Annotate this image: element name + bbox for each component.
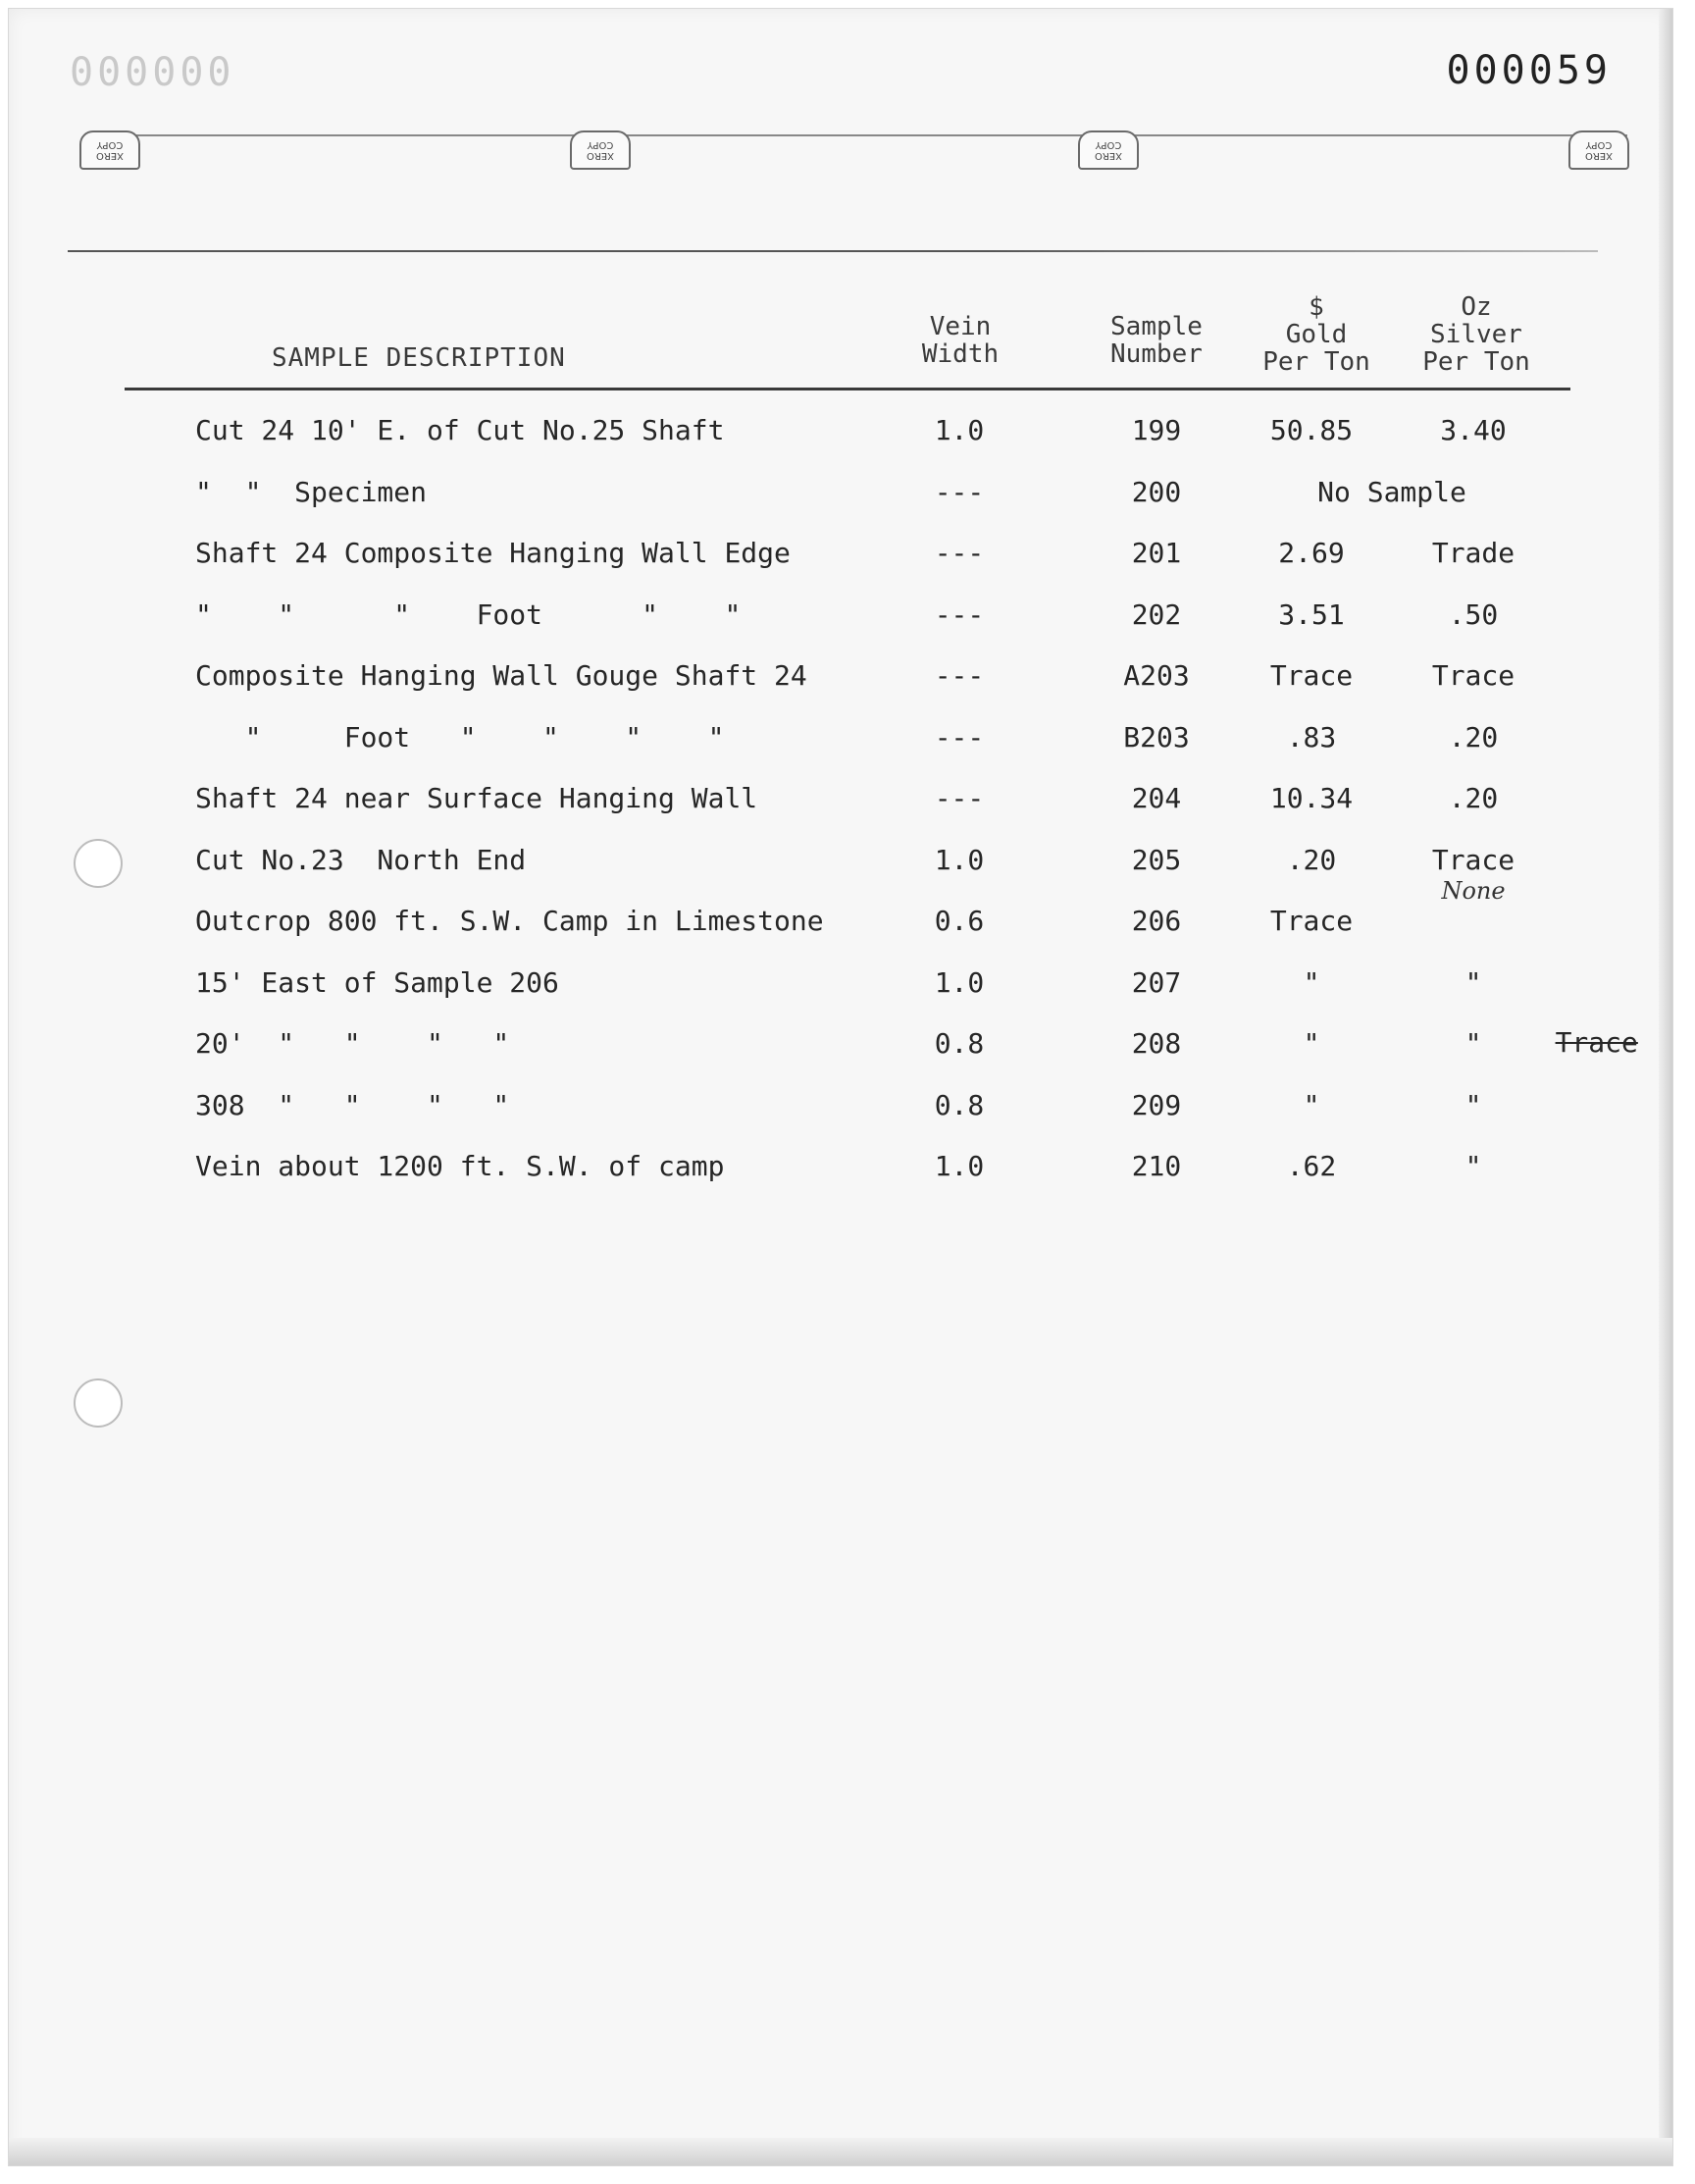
- header-description: SAMPLE DESCRIPTION: [272, 343, 566, 373]
- header-vein-line2: Width: [921, 339, 1000, 369]
- top-rule: [68, 250, 1598, 252]
- cell-sample-number: 199: [1131, 414, 1182, 446]
- cell-silver: Trace: [1431, 659, 1515, 692]
- cell-description: " Foot " " " ": [195, 720, 725, 754]
- page-edge-shadow-bottom: [9, 2138, 1672, 2165]
- cell-gold: 10.34: [1269, 782, 1354, 814]
- cell-sample-number: 209: [1131, 1088, 1182, 1121]
- xero-tab-line1: XERO: [1585, 150, 1613, 161]
- cell-gold: .83: [1286, 720, 1337, 754]
- xero-tab-line2: COPY: [587, 139, 614, 150]
- xero-copy-tab: [79, 130, 140, 170]
- cell-silver: .20: [1448, 720, 1499, 754]
- header-silver-unit: Oz: [1461, 292, 1492, 322]
- cell-silver: .20: [1448, 782, 1499, 814]
- cell-gold: ": [1303, 1088, 1320, 1121]
- cell-vein-width: 0.8: [934, 1088, 985, 1121]
- page-edge-shadow: [1659, 9, 1672, 2165]
- cell-silver: ": [1464, 1027, 1482, 1060]
- cell-description: Shaft 24 near Surface Hanging Wall: [195, 782, 758, 814]
- table-header: [125, 293, 1570, 390]
- cell-vein-width: ---: [934, 782, 985, 814]
- header-sample-number: [1070, 313, 1243, 368]
- table-row: [125, 585, 1570, 647]
- cell-vein-width: 0.6: [934, 905, 985, 937]
- table-row: [125, 523, 1570, 585]
- cell-gold: Trace: [1269, 659, 1354, 692]
- cell-description: 308 " " " ": [195, 1088, 510, 1121]
- xero-tab-line1: XERO: [587, 150, 614, 161]
- cell-no-sample: No Sample: [1317, 475, 1466, 508]
- cell-silver: ": [1464, 1088, 1482, 1121]
- cell-silver: Trace: [1431, 843, 1515, 876]
- table-row: [125, 953, 1570, 1014]
- header-sample-line1: Sample: [1110, 312, 1203, 341]
- cell-vein-width: 1.0: [934, 843, 985, 876]
- table-row: [125, 1014, 1570, 1075]
- punch-hole: [74, 839, 123, 888]
- table-row: [125, 1136, 1570, 1198]
- cell-silver: Trade: [1431, 537, 1515, 569]
- cell-sample-number: 204: [1131, 782, 1182, 814]
- header-gold-line2: Per Ton: [1262, 347, 1370, 377]
- cell-silver: ": [1464, 965, 1482, 999]
- cell-vein-width: 1.0: [934, 965, 985, 999]
- cell-vein-width: ---: [934, 659, 985, 692]
- cell-description: Composite Hanging Wall Gouge Shaft 24: [195, 659, 807, 692]
- cell-vein-width: ---: [934, 720, 985, 754]
- cell-sample-number: 207: [1131, 965, 1182, 999]
- cell-sample-number: 200: [1131, 475, 1182, 508]
- cell-gold: .20: [1286, 843, 1337, 876]
- cell-silver: .50: [1448, 598, 1499, 631]
- cell-sample-number: 202: [1131, 598, 1182, 631]
- cell-silver: 3.40: [1440, 414, 1507, 446]
- table-row: [125, 768, 1570, 830]
- cell-description: Vein about 1200 ft. S.W. of camp: [195, 1150, 725, 1182]
- cell-gold: 50.85: [1269, 414, 1354, 446]
- page-stamp-number: 000059: [1446, 48, 1612, 93]
- cell-silver: ": [1464, 1150, 1482, 1182]
- xero-copy-tab: [1568, 130, 1629, 170]
- header-silver-per-ton: [1388, 293, 1565, 376]
- header-gold-per-ton: [1233, 293, 1400, 376]
- cell-sample-number: 201: [1131, 537, 1182, 569]
- cell-gold: ": [1303, 1027, 1320, 1060]
- table-row: [125, 646, 1570, 707]
- table-row: [125, 707, 1570, 769]
- cell-description: Shaft 24 Composite Hanging Wall Edge: [195, 537, 791, 569]
- header-silver-line2: Per Ton: [1422, 347, 1530, 377]
- table-row: [125, 400, 1570, 462]
- cell-vein-width: ---: [934, 537, 985, 569]
- table-row: [125, 1075, 1570, 1137]
- cell-sample-number: 205: [1131, 843, 1182, 876]
- header-silver-line1: Silver: [1430, 320, 1522, 349]
- cell-description: " " Specimen: [195, 475, 428, 508]
- struck-value: Trace: [1555, 1026, 1638, 1059]
- cell-sample-number: A203: [1123, 659, 1190, 692]
- header-vein-width: [892, 313, 1029, 368]
- document-page: [8, 8, 1673, 2166]
- handwritten-correction: None: [1441, 877, 1506, 905]
- cell-gold: 3.51: [1278, 598, 1345, 631]
- xero-copy-tab: [570, 130, 631, 170]
- page-stamp-faint: 000000: [70, 50, 235, 95]
- xero-copy-tab: [1078, 130, 1139, 170]
- cell-description: Cut No.23 North End: [195, 843, 527, 876]
- header-vein-line1: Vein: [929, 312, 992, 341]
- table-row: [125, 830, 1570, 892]
- header-gold-unit: $: [1309, 292, 1324, 322]
- cell-description: 20' " " " ": [195, 1027, 510, 1060]
- cell-sample-number: 210: [1131, 1150, 1182, 1182]
- punch-hole: [74, 1378, 123, 1428]
- cell-vein-width: 1.0: [934, 414, 985, 446]
- cell-gold: 2.69: [1278, 537, 1345, 569]
- copy-edge-line: [127, 134, 1627, 136]
- cell-gold: .62: [1286, 1150, 1337, 1182]
- xero-tab-line2: COPY: [96, 139, 124, 150]
- cell-vein-width: 0.8: [934, 1027, 985, 1060]
- cell-gold: ": [1303, 965, 1320, 999]
- xero-tab-line2: COPY: [1095, 139, 1122, 150]
- cell-vein-width: ---: [934, 598, 985, 631]
- table-body: [125, 390, 1638, 1198]
- xero-tab-line2: COPY: [1585, 139, 1613, 150]
- assay-table: [125, 292, 1638, 1198]
- cell-description: Outcrop 800 ft. S.W. Camp in Limestone: [195, 905, 824, 937]
- xero-tab-line1: XERO: [96, 150, 124, 161]
- cell-sample-number: 208: [1131, 1027, 1182, 1060]
- cell-description: 15' East of Sample 206: [195, 965, 559, 999]
- cell-description: Cut 24 10' E. of Cut No.25 Shaft: [195, 414, 725, 446]
- cell-gold: Trace: [1269, 905, 1354, 937]
- cell-sample-number: B203: [1123, 720, 1190, 754]
- cell-vein-width: ---: [934, 475, 985, 508]
- cell-vein-width: 1.0: [934, 1150, 985, 1182]
- cell-description: " " " Foot " ": [195, 598, 742, 631]
- xero-tab-line1: XERO: [1095, 150, 1122, 161]
- header-gold-line1: Gold: [1285, 320, 1348, 349]
- cell-sample-number: 206: [1131, 905, 1182, 937]
- header-sample-line2: Number: [1110, 339, 1203, 369]
- table-row: [125, 462, 1570, 524]
